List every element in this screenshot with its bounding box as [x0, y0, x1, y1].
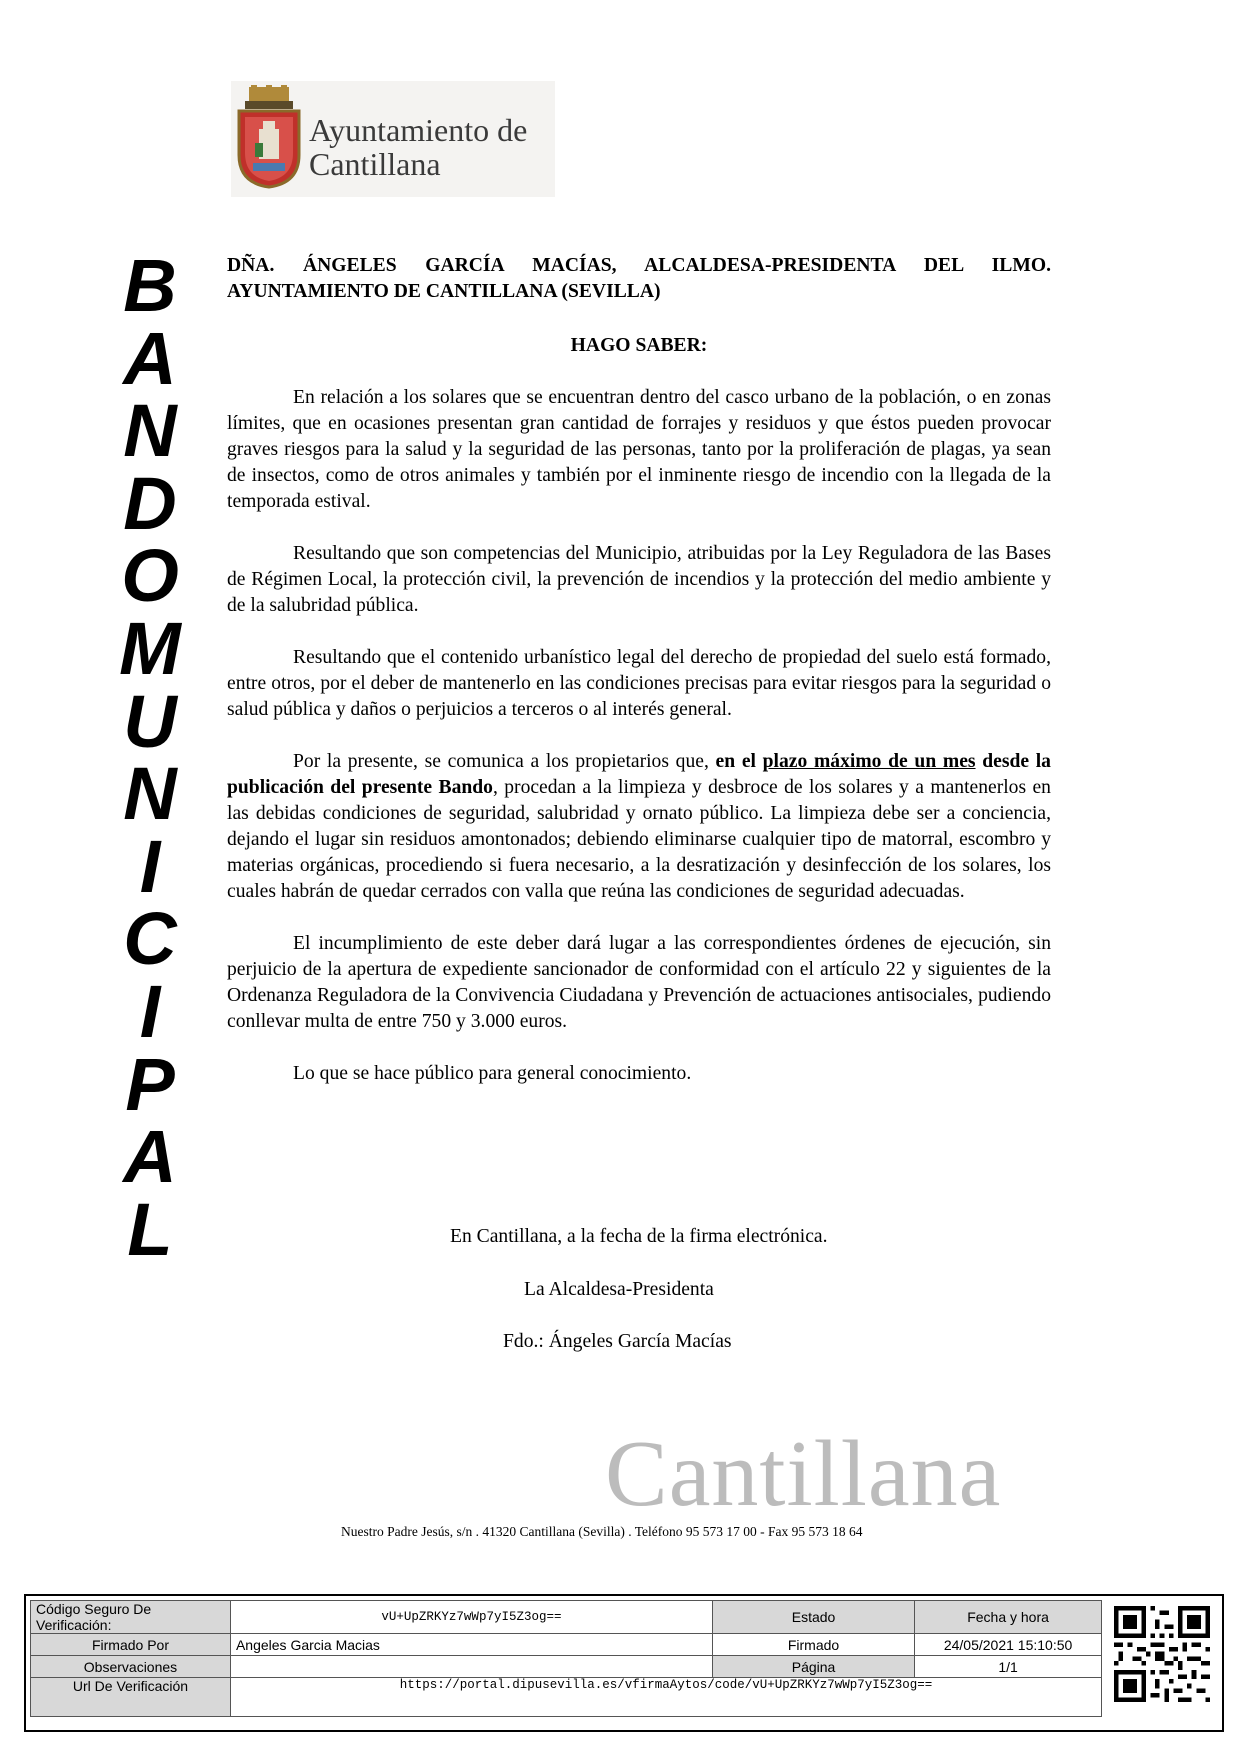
cantillana-watermark: Cantillana [605, 1422, 1002, 1526]
paragraph-4 [227, 749, 1051, 905]
fecha-value: 24/05/2021 15:10:50 [915, 1634, 1102, 1656]
p4-intro: Por la presente, se comunica a los propietarios que, [293, 751, 709, 772]
observaciones-value [230, 1656, 712, 1678]
header-line2: AYUNTAMIENTO DE CANTILLANA (SEVILLA) [227, 281, 661, 302]
side-letter: D [123, 461, 177, 545]
observaciones-label: Observaciones [31, 1656, 231, 1678]
url-label: Url De Verificación [31, 1678, 231, 1717]
paragraph-1: En relación a los solares que se encuentran dentro del casco urbano de la población, o en zonas límites, que en ocasiones presentan gran cantidad de forrajes y residuos y que éstos pueden provocar graves riesgos para la salud y la seguridad de las personas, tanto por la proliferación de plagas, ya sean de insectos, como de otros animales y también por el inminente riesgo de incendio con la llegada de la temporada estival. [227, 387, 1051, 512]
p4-deadline: plazo máximo de un mes [762, 751, 976, 772]
estado-label: Estado [712, 1601, 914, 1634]
csv-label: Código Seguro De Verificación: [31, 1601, 231, 1634]
url-value[interactable]: https://portal.dipusevilla.es/vfirmaAytos/code/vU+UpZRKYz7wWp7yI5Z3og== [230, 1678, 1101, 1717]
logo-text-line2: Cantillana [309, 146, 441, 182]
side-letter: L [127, 1187, 173, 1271]
header-line1: DÑA. ÁNGELES GARCÍA MACÍAS, ALCALDESA-PRESIDENTA DEL ILMO. [227, 255, 1051, 276]
pagina-value: 1/1 [915, 1656, 1102, 1678]
p4-bold-tail: desde la publicación del presente Bando [227, 751, 1051, 798]
logo-text [309, 113, 527, 181]
coat-of-arms-icon [235, 85, 303, 189]
paragraph-2: Resultando que son competencias del Municipio, atribuidas por la Ley Reguladora de las Bases de Régimen Local, la protección civil, la prevención de incendios y la protección del medio ambiente y de la salubridad pública. [227, 543, 1051, 616]
side-letter: I [139, 969, 161, 1053]
side-letter: U [123, 679, 177, 763]
side-letter: O [121, 534, 179, 618]
logo-text-line1: Ayuntamiento de [309, 112, 528, 148]
place-date: En Cantillana, a la fecha de la firma electrónica. [450, 1226, 828, 1247]
signer-name: Fdo.: Ángeles García Macías [503, 1331, 732, 1352]
side-letter: C [123, 897, 177, 981]
p4-rest: , procedan a la limpieza y desbroce de los solares y a mantenerlos en las debidas condiciones de seguridad, salubridad y ornato público. La limpieza debe ser a conciencia, dejando el lugar sin residuos amontonados; debiendo eliminarse cualquier tipo de matorral, escombro y materias orgánicas, procediendo si fuera necesario, a la desratización y desinfección de los solares, los cuales habrán de quedar cerrados con valla que reúna las condiciones de seguridad adecuadas. [227, 777, 1051, 902]
fecha-label: Fecha y hora [915, 1601, 1102, 1634]
bando-municipal-vertical-title [115, 244, 185, 1271]
firmado-por-label: Firmado Por [31, 1634, 231, 1656]
side-letter: A [123, 1115, 177, 1199]
side-letter: B [123, 244, 177, 327]
verification-table [30, 1600, 1102, 1717]
paragraph-5: El incumplimiento de este deber dará lugar a las correspondientes órdenes de ejecución, sin perjuicio de la apertura de expediente sancionador de conformidad con el artículo 22 y siguientes de la Ordenanza Reguladora de la Convivencia Ciudadana y Prevención de actuaciones antisociales, pudiendo conllevar multa de entre 750 y 3.000 euros. [227, 933, 1051, 1032]
paragraph-3: Resultando que el contenido urbanístico legal del derecho de propiedad del suelo está formado, entre otros, por el deber de mantenerlo en las condiciones precisas para evitar riesgos para la seguridad o salud pública y daños o perjuicios a terceros o al interés general. [227, 647, 1051, 720]
firmado-por-value: Angeles Garcia Macias [230, 1634, 712, 1656]
verification-box [24, 1594, 1224, 1732]
side-letter: P [125, 1042, 175, 1126]
paragraph-6: Lo que se hace público para general conocimiento. [293, 1063, 692, 1084]
side-letter: M [119, 606, 181, 690]
footer-address: Nuestro Padre Jesús, s/n . 41320 Cantillana (Sevilla) . Teléfono 95 573 17 00 - Fax 95 573 18 64 [341, 1524, 863, 1539]
p4-bold-lead: en el [715, 751, 756, 772]
pagina-label: Página [712, 1656, 914, 1678]
document-body [227, 253, 1051, 1114]
municipal-logo [231, 81, 555, 197]
hago-saber-heading: HAGO SABER: [570, 335, 708, 356]
side-letter: A [123, 316, 177, 400]
csv-value: vU+UpZRKYz7wWp7yI5Z3og== [230, 1601, 712, 1634]
estado-value: Firmado [712, 1634, 914, 1656]
side-letter: N [123, 752, 177, 836]
side-letter: N [123, 389, 177, 473]
qr-code-icon [1114, 1606, 1210, 1702]
signer-title: La Alcaldesa-Presidenta [524, 1279, 714, 1300]
side-letter: I [139, 824, 161, 908]
